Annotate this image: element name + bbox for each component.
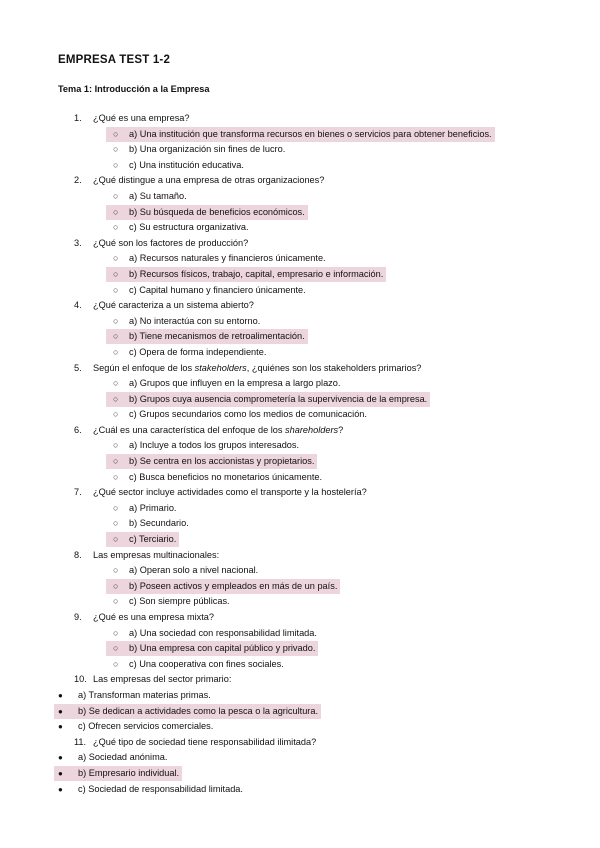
option-label: c) Capital humano y financiero únicamente. <box>129 284 306 295</box>
question-number: 6. <box>74 424 82 435</box>
question-number: 3. <box>74 237 82 248</box>
circle-bullet-icon: ○ <box>113 565 119 576</box>
question-text: ¿Qué caracteriza a un sistema abierto? <box>93 300 254 311</box>
option-label: a) Una institución que transforma recursos en bienes o servicios para obtener beneficios. <box>129 128 492 139</box>
circle-bullet-icon: ○ <box>113 393 119 404</box>
circle-bullet-icon: ○ <box>113 206 119 217</box>
circle-bullet-icon: ○ <box>113 268 119 279</box>
bullet-icon: ● <box>58 753 63 763</box>
circle-bullet-icon: ○ <box>113 658 119 669</box>
question-number: 10. <box>74 674 87 685</box>
circle-bullet-icon: ○ <box>113 331 119 342</box>
option-line <box>0 251 600 267</box>
option-line <box>0 142 600 158</box>
option-label: a) Una sociedad con responsabilidad limitada. <box>129 627 317 638</box>
question-text-pre: Según el enfoque de los <box>93 362 195 373</box>
option-line <box>0 470 600 486</box>
circle-bullet-icon: ○ <box>113 222 119 233</box>
circle-bullet-icon: ○ <box>113 580 119 591</box>
circle-bullet-icon: ○ <box>113 346 119 357</box>
option-label: b) Se centra en los accionistas y propietarios. <box>129 456 315 467</box>
option-label: a) Recursos naturales y financieros únicamente. <box>129 253 326 264</box>
question-text-emphasis: shareholders <box>285 424 339 435</box>
option-line <box>0 579 600 595</box>
option-line <box>0 454 600 470</box>
option-label: b) Empresario individual. <box>78 767 180 778</box>
option-label: a) Primario. <box>129 502 177 513</box>
option-label: a) Incluye a todos los grupos interesados. <box>129 440 300 451</box>
option-line <box>0 189 600 205</box>
question-number: 9. <box>74 612 82 622</box>
circle-bullet-icon: ○ <box>113 378 119 389</box>
circle-bullet-icon: ○ <box>113 643 119 654</box>
question-line <box>0 298 600 314</box>
option-label: a) Operan solo a nivel nacional. <box>129 565 259 576</box>
option-label: b) Tiene mecanismos de retroalimentación. <box>129 331 305 342</box>
circle-bullet-icon: ○ <box>113 440 119 451</box>
bullet-icon: ● <box>58 690 63 700</box>
option-line <box>0 438 600 454</box>
option-label: c) Son siempre públicas. <box>129 596 230 607</box>
question-text: ¿Qué tipo de sociedad tiene responsabilidad ilimitada? <box>93 736 317 747</box>
circle-bullet-icon: ○ <box>113 159 119 170</box>
question-line <box>0 548 600 564</box>
option-line <box>0 329 600 345</box>
question-text <box>93 423 343 439</box>
question-text-emphasis: stakeholders <box>194 362 247 373</box>
question-text-pre: ¿Cuál es una característica del enfoque de los <box>93 424 286 435</box>
question-line <box>0 610 600 626</box>
circle-bullet-icon: ○ <box>113 518 119 529</box>
circle-bullet-icon: ○ <box>113 534 119 545</box>
circle-bullet-icon: ○ <box>113 190 119 201</box>
option-label: b) Poseen activos y empleados en más de un país. <box>129 580 338 591</box>
question-number: 7. <box>74 487 82 498</box>
option-label: c) Ofrecen servicios comerciales. <box>78 721 214 732</box>
option-line <box>0 563 600 579</box>
option-label: c) Sociedad de responsabilidad limitada. <box>78 783 243 794</box>
question-text: ¿Qué son los factores de producción? <box>93 237 249 248</box>
option-label: c) Busca beneficios no monetarios únicamente. <box>129 471 323 482</box>
option-line <box>0 501 600 517</box>
option-line <box>0 594 600 610</box>
option-line <box>0 516 600 532</box>
question-line <box>0 423 600 439</box>
question-text: Las empresas multinacionales: <box>93 549 220 560</box>
option-line <box>0 392 600 408</box>
option-label: b) Recursos físicos, trabajo, capital, empresario e información. <box>129 268 384 279</box>
question-text <box>93 361 421 377</box>
circle-bullet-icon: ○ <box>113 596 119 607</box>
question-number: 5. <box>74 362 82 373</box>
circle-bullet-icon: ○ <box>113 471 119 482</box>
option-line <box>0 345 600 361</box>
question-line <box>0 485 600 501</box>
circle-bullet-icon: ○ <box>113 409 119 420</box>
option-line <box>0 283 600 299</box>
option-label: c) Opera de forma independiente. <box>129 346 267 357</box>
circle-bullet-icon: ○ <box>113 456 119 467</box>
question-line <box>0 173 600 189</box>
circle-bullet-icon: ○ <box>113 315 119 326</box>
option-label: a) Transforman materias primas. <box>78 689 211 700</box>
option-label: a) Su tamaño. <box>129 190 187 201</box>
option-line <box>0 626 600 642</box>
circle-bullet-icon: ○ <box>113 627 119 638</box>
option-line <box>0 782 600 798</box>
option-line <box>0 267 600 283</box>
question-text: ¿Qué sector incluye actividades como el transporte y la hostelería? <box>93 487 367 498</box>
option-line <box>0 314 600 330</box>
option-line <box>0 657 600 673</box>
option-line <box>0 376 600 392</box>
bullet-icon: ● <box>58 784 63 794</box>
option-line <box>0 407 600 423</box>
option-line <box>0 750 600 766</box>
circle-bullet-icon: ○ <box>113 144 119 155</box>
question-line <box>0 735 600 751</box>
option-label: c) Una institución educativa. <box>129 159 244 170</box>
option-line <box>0 205 600 221</box>
question-line <box>0 236 600 252</box>
option-line <box>0 719 600 735</box>
option-label: b) Secundario. <box>129 518 189 529</box>
question-list <box>0 111 600 797</box>
question-number: 2. <box>74 175 82 186</box>
circle-bullet-icon: ○ <box>113 284 119 295</box>
option-label: c) Grupos secundarios como los medios de comunicación. <box>129 409 367 420</box>
circle-bullet-icon: ○ <box>113 253 119 264</box>
bullet-icon: ● <box>58 768 63 778</box>
question-text: ¿Qué es una empresa mixta? <box>93 612 215 622</box>
section-title: Tema 1: Introducción a la Empresa <box>58 84 210 94</box>
question-text: Las empresas del sector primario: <box>93 674 232 685</box>
question-number: 8. <box>74 549 82 560</box>
question-number: 11. <box>74 736 87 747</box>
option-label: a) Sociedad anónima. <box>78 752 168 763</box>
circle-bullet-icon: ○ <box>113 128 119 139</box>
option-label: b) Una empresa con capital público y privado. <box>129 643 316 654</box>
question-text-post: , ¿quiénes son los stakeholders primarios? <box>246 362 422 373</box>
option-label: b) Se dedican a actividades como la pesca o la agricultura. <box>78 705 319 716</box>
option-line <box>0 127 600 143</box>
option-label: a) No interactúa con su entorno. <box>129 315 261 326</box>
option-label: b) Grupos cuya ausencia comprometería la supervivencia de la empresa. <box>129 393 428 404</box>
question-number: 1. <box>74 113 82 123</box>
question-text: ¿Qué es una empresa? <box>93 113 190 123</box>
bullet-icon: ● <box>58 722 63 732</box>
question-line <box>0 111 600 127</box>
option-line <box>0 766 600 782</box>
option-label: a) Grupos que influyen en la empresa a largo plazo. <box>129 378 341 389</box>
document-title: EMPRESA TEST 1-2 <box>58 54 171 66</box>
option-line <box>0 532 600 548</box>
option-line <box>0 641 600 657</box>
option-line <box>0 704 600 720</box>
question-text-post: ? <box>338 424 344 435</box>
option-line <box>0 220 600 236</box>
question-text: ¿Qué distingue a una empresa de otras organizaciones? <box>93 175 325 186</box>
option-label: b) Su búsqueda de beneficios económicos. <box>129 206 305 217</box>
option-label: b) Una organización sin fines de lucro. <box>129 144 286 155</box>
option-label: c) Su estructura organizativa. <box>129 222 249 233</box>
question-line <box>0 672 600 688</box>
option-label: c) Terciario. <box>129 534 177 545</box>
bullet-icon: ● <box>58 706 63 716</box>
question-number: 4. <box>74 300 82 311</box>
option-line <box>0 688 600 704</box>
option-label: c) Una cooperativa con fines sociales. <box>129 658 284 669</box>
option-line <box>0 158 600 174</box>
circle-bullet-icon: ○ <box>113 502 119 513</box>
question-line <box>0 361 600 377</box>
